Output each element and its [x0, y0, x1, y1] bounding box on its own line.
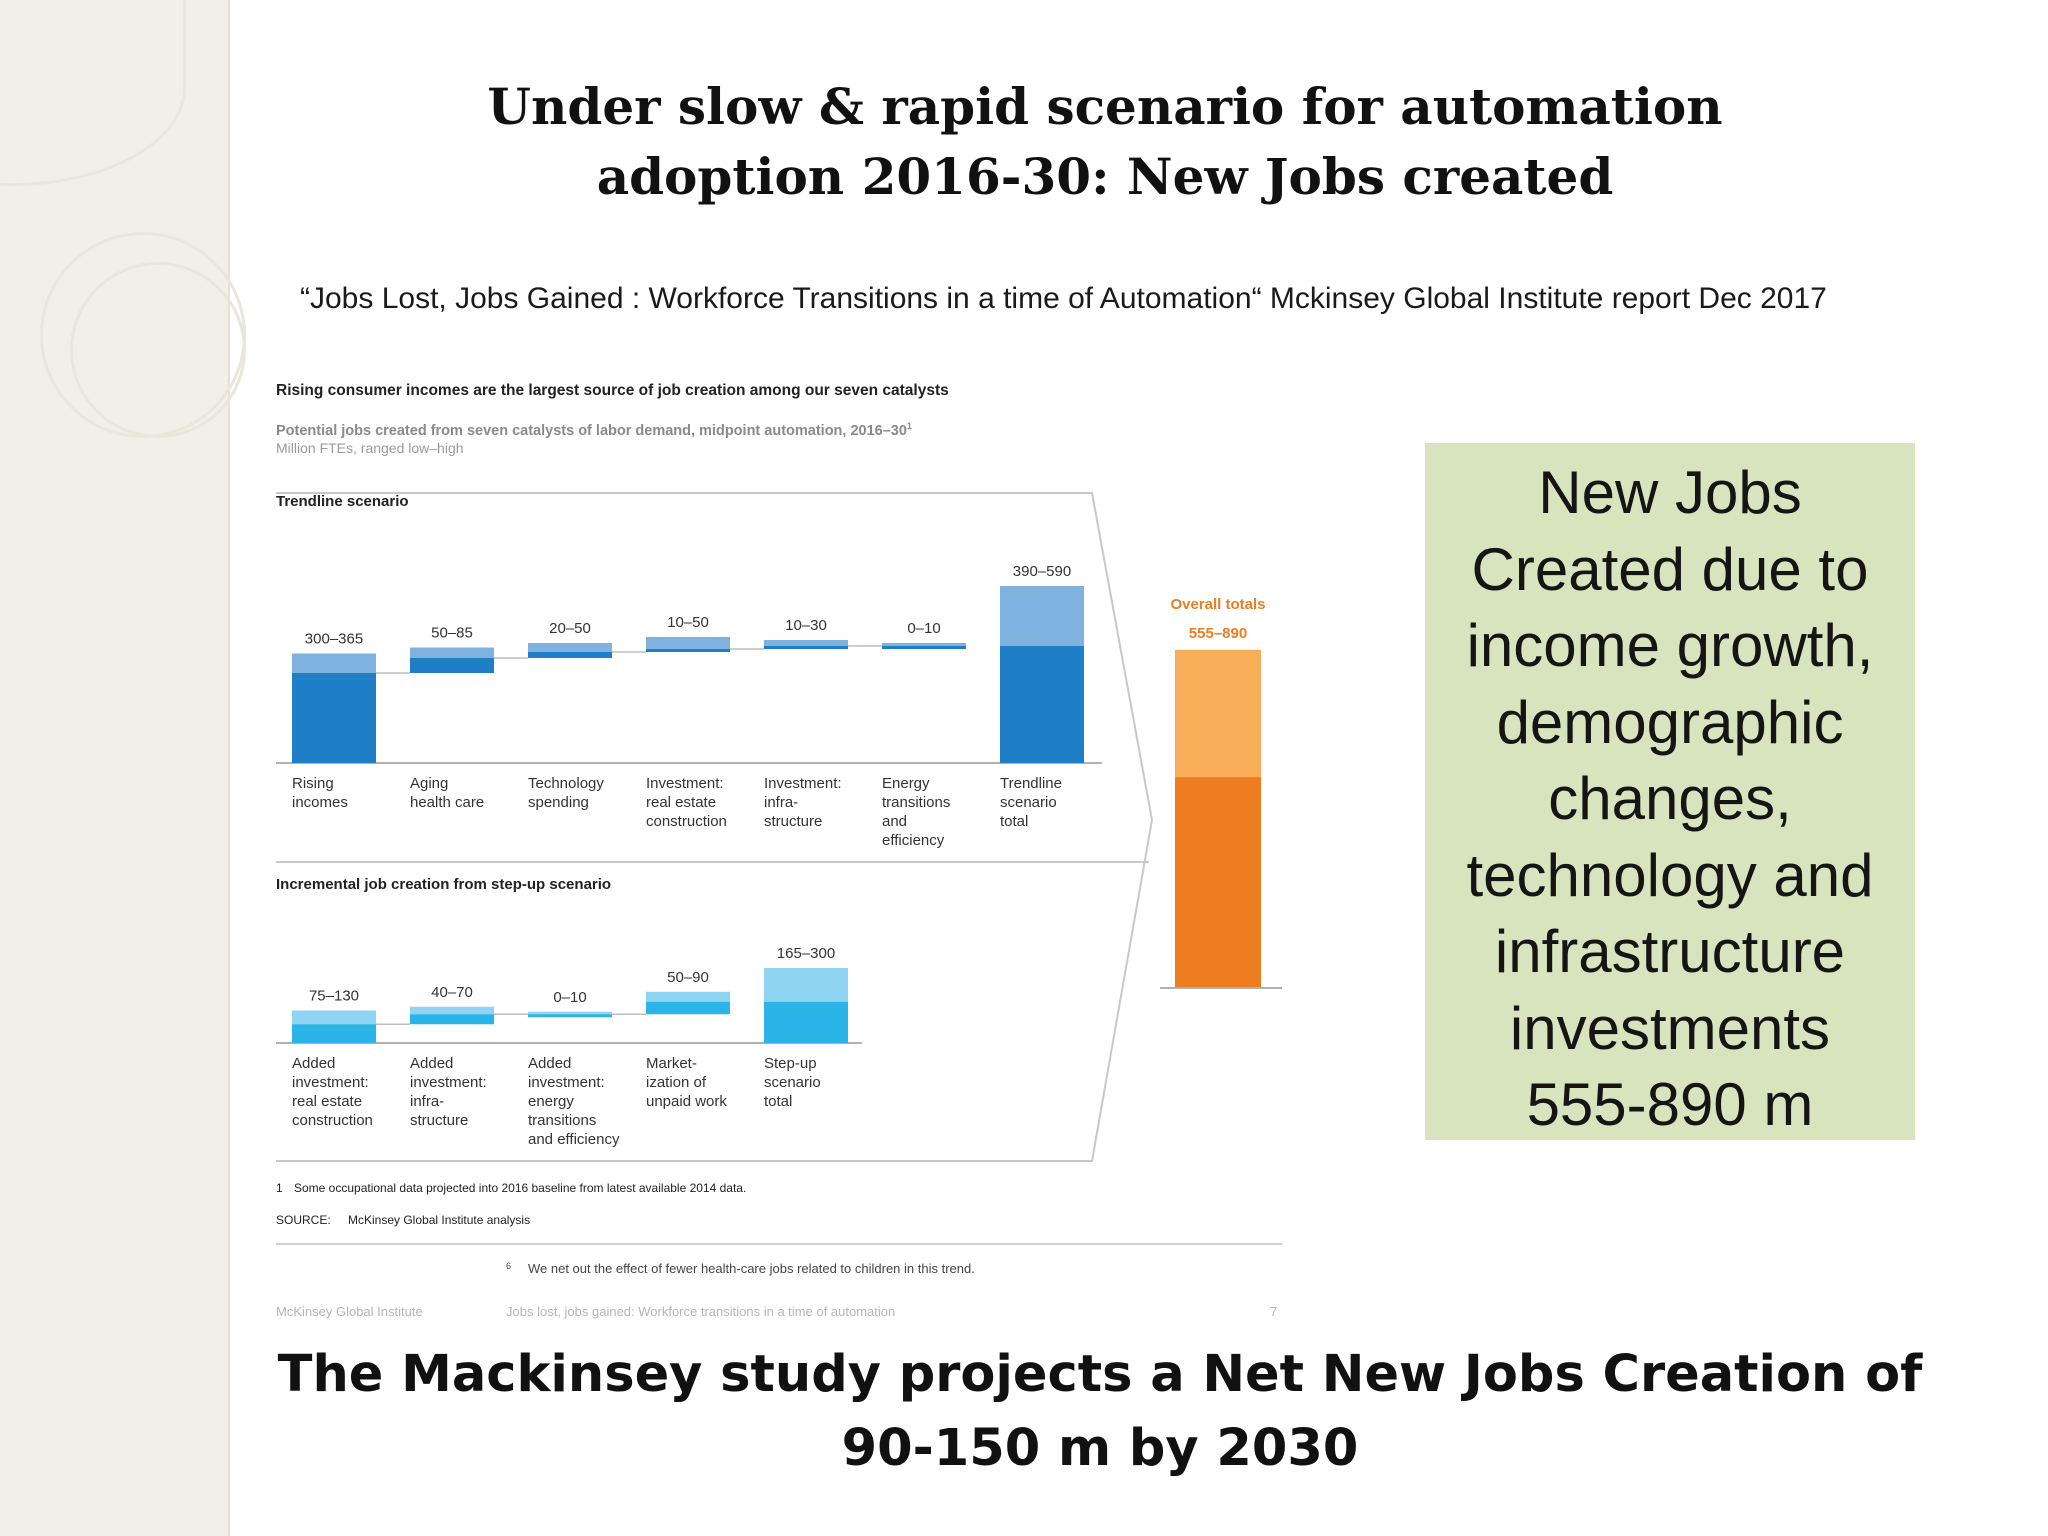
- callout-line-4: demographic: [1496, 688, 1844, 756]
- trendline-bar-3-high-range: [528, 643, 612, 652]
- stepup-bar-3-low: [528, 1014, 612, 1017]
- decorative-sidebar: [0, 0, 230, 1536]
- slide-title-line-1: Under slow & rapid scenario for automation: [487, 77, 1723, 136]
- stepup-bar-5-high-range: [764, 968, 848, 1002]
- callout-line-6: technology and: [1466, 841, 1874, 909]
- callout-line-7: infrastructure: [1494, 918, 1846, 985]
- trendline-bar-6-category-label-line: efficiency: [882, 832, 945, 849]
- stepup-bar-2-category-label: [410, 1055, 487, 1129]
- stepup-bar-4-range-label: 50–90: [667, 968, 709, 986]
- trendline-bar-7-low: [1000, 646, 1084, 763]
- stepup-bar-3-category-label-line: energy: [528, 1093, 574, 1110]
- trendline-bar-2-category-label: [410, 775, 484, 811]
- decorative-circle-inner: [70, 262, 246, 438]
- callout-line-5: changes,: [1548, 765, 1792, 832]
- stepup-bar-5-low: [764, 1002, 848, 1043]
- stepup-bar-1-category-label-line: real estate: [292, 1093, 363, 1110]
- stepup-bars: [292, 945, 848, 1148]
- stepup-bar-5-category-label: [764, 1055, 821, 1110]
- trendline-bar-5-high-range: [764, 640, 848, 646]
- stepup-bar-4-category-label: [646, 1055, 727, 1110]
- trendline-bar-4-category-label-line: construction: [646, 813, 727, 830]
- stepup-bar-1-category-label-line: Added: [292, 1055, 336, 1072]
- trendline-bar-7-range-label: 390–590: [1012, 563, 1072, 580]
- stepup-bar-2-category-label-line: structure: [410, 1112, 469, 1129]
- trendline-bar-1-category-label: [292, 775, 348, 811]
- trendline-bar-7-category-label: [1000, 775, 1062, 830]
- trendline-bar-3-category-label-line: Technology: [528, 775, 604, 792]
- chart-title: Rising consumer incomes are the largest source of job creation among our seven catalysts: [276, 382, 949, 399]
- stepup-bar-1-category-label: [292, 1055, 373, 1129]
- trendline-bar-2-category-label-line: health care: [410, 794, 485, 811]
- trendline-bar-1-high-range: [292, 654, 376, 674]
- callout-line-3: income growth,: [1466, 612, 1874, 679]
- page-footer-left: McKinsey Global Institute: [276, 1304, 423, 1319]
- trendline-bar-5-category-label-line: Investment:: [764, 775, 842, 792]
- trendline-bar-1-low: [292, 673, 376, 763]
- trendline-bar-2-category-label-line: Aging: [410, 775, 449, 792]
- chart-units: Million FTEs, ranged low–high: [276, 440, 464, 456]
- slide-title-line-2: adoption 2016-30: New Jobs created: [596, 147, 1614, 206]
- callout-line-1: New Jobs: [1538, 459, 1802, 526]
- trendline-bar-3-category-label-line: spending: [528, 794, 589, 811]
- chart-subtitle: [276, 421, 912, 439]
- trendline-bar-7-category-label-line: total: [1000, 813, 1029, 830]
- stepup-bar-3-category-label-line: Added: [528, 1055, 572, 1072]
- trendline-bar-4-category-label: [646, 775, 727, 830]
- stepup-bar-2-category-label-line: Added: [410, 1055, 454, 1072]
- trendline-bar-6-category-label-line: and: [882, 813, 908, 830]
- waterfall-chart: [262, 370, 1312, 1330]
- stepup-bar-2-range-label: 40–70: [431, 983, 473, 1001]
- stepup-bar-1-category-label-line: construction: [292, 1112, 373, 1129]
- trendline-bar-6-range-label: 0–10: [907, 620, 941, 637]
- stepup-bar-4-category-label-line: ization of: [646, 1074, 707, 1091]
- stepup-bar-5-category-label-line: scenario: [764, 1074, 821, 1091]
- trendline-bars: [292, 563, 1084, 849]
- decorative-circle-top: [0, 0, 186, 186]
- stepup-bar-3-category-label-line: transitions: [528, 1112, 597, 1129]
- trendline-bar-6-category-label: [882, 775, 950, 849]
- conclusion-line-1: The Mackinsey study projects a Net New Jobs Creation of: [277, 1345, 1923, 1404]
- trendline-bar-2-range-label: 50–85: [431, 624, 473, 642]
- trendline-bar-3-range-label: 20–50: [549, 620, 591, 637]
- trendline-bar-5-category-label-line: infra-: [764, 794, 799, 811]
- trendline-bar-1-range-label: 300–365: [304, 630, 364, 648]
- new-jobs-callout: [1425, 443, 1915, 1140]
- trendline-bar-7-high-range: [1000, 586, 1084, 646]
- overall-totals-high-range: [1175, 650, 1261, 777]
- trendline-bar-2-high-range: [410, 648, 494, 659]
- stepup-bar-3-category-label: [528, 1055, 620, 1148]
- footnote-1-number: 1: [276, 1181, 283, 1195]
- stepup-bar-5-category-label-line: total: [764, 1093, 793, 1110]
- overall-totals-group: [1160, 596, 1282, 988]
- stepup-heading: Incremental job creation from step-up scenario: [276, 876, 612, 893]
- conclusion-text: [250, 1338, 1950, 1486]
- stepup-bar-2-low: [410, 1014, 494, 1024]
- footnote-6: We net out the effect of fewer health-care jobs related to children in this trend.: [528, 1261, 975, 1276]
- trendline-bar-5-range-label: 10–30: [785, 617, 827, 634]
- stepup-bar-2-category-label-line: infra-: [410, 1093, 445, 1110]
- trendline-bar-2-low: [410, 658, 494, 673]
- trendline-bar-4-low: [646, 649, 730, 652]
- trendline-heading: Trendline scenario: [276, 493, 409, 510]
- trendline-bar-4-range-label: 10–50: [667, 614, 709, 631]
- source-label: SOURCE:: [276, 1213, 331, 1227]
- stepup-bar-5-category-label-line: Step-up: [764, 1055, 817, 1072]
- stepup-bar-1-low: [292, 1024, 376, 1043]
- callout-line-2: Created due to: [1471, 535, 1869, 603]
- conclusion-line-2: 90-150 m by 2030: [841, 1419, 1359, 1478]
- trendline-bar-6-high-range: [882, 643, 966, 646]
- page-footer-center: Jobs lost, jobs gained: Workforce transitions in a time of automation: [506, 1304, 896, 1319]
- trendline-bar-7-category-label-line: scenario: [1000, 794, 1057, 811]
- trendline-bar-6-category-label-line: transitions: [882, 794, 951, 811]
- stepup-bar-4-category-label-line: Market-: [646, 1055, 697, 1072]
- trendline-bar-4-category-label-line: Investment:: [646, 775, 724, 792]
- stepup-bar-3-category-label-line: and efficiency: [528, 1131, 620, 1148]
- stepup-bar-1-category-label-line: investment:: [292, 1074, 369, 1091]
- source-text: McKinsey Global Institute analysis: [348, 1213, 531, 1227]
- stepup-bar-4-category-label-line: unpaid work: [646, 1093, 727, 1110]
- stepup-bar-3-category-label-line: investment:: [528, 1074, 605, 1091]
- trendline-bar-1-category-label-line: incomes: [292, 794, 348, 811]
- stepup-bar-1-high-range: [292, 1011, 376, 1025]
- trendline-bar-7-category-label-line: Trendline: [1000, 775, 1062, 792]
- slide-title: [330, 72, 1880, 212]
- trendline-bar-4-category-label-line: real estate: [646, 794, 717, 811]
- stepup-bar-3-high-range: [528, 1012, 612, 1015]
- stepup-bar-4-high-range: [646, 992, 730, 1002]
- callout-line-9: 555-890 m: [1526, 1071, 1814, 1138]
- trendline-bar-4-high-range: [646, 637, 730, 649]
- chart-subtitle-text: Potential jobs created from seven catalysts of labor demand, midpoint automation, 2016–30: [276, 423, 907, 439]
- chart-subtitle-superscript: 1: [906, 421, 912, 431]
- trendline-bar-5-category-label: [764, 775, 842, 830]
- trendline-bar-6-low: [882, 646, 966, 649]
- callout-line-8: investments: [1509, 994, 1831, 1062]
- stepup-bar-3-range-label: 0–10: [553, 988, 587, 1006]
- trendline-bar-3-category-label: [528, 775, 604, 811]
- trendline-bar-5-low: [764, 646, 848, 649]
- trendline-bar-3-low: [528, 652, 612, 658]
- stepup-bar-4-low: [646, 1002, 730, 1015]
- footnote-6-number: 6: [506, 1261, 512, 1271]
- trendline-bar-6-category-label-line: Energy: [882, 775, 930, 792]
- overall-totals-label: Overall totals: [1170, 596, 1266, 613]
- stepup-bar-2-category-label-line: investment:: [410, 1074, 487, 1091]
- stepup-bar-5-range-label: 165–300: [776, 945, 836, 962]
- footnote-1: Some occupational data projected into 2016 baseline from latest available 2014 data.: [294, 1181, 747, 1195]
- report-citation: “Jobs Lost, Jobs Gained : Workforce Transitions in a time of Automation“ Mckinsey Global Institute report Dec 2017: [300, 282, 1827, 315]
- trendline-bar-1-category-label-line: Rising: [292, 775, 334, 792]
- stepup-bar-1-range-label: 75–130: [308, 987, 360, 1005]
- trendline-bar-5-category-label-line: structure: [764, 813, 823, 830]
- stepup-bar-2-high-range: [410, 1007, 494, 1015]
- overall-totals-low: [1175, 777, 1261, 988]
- overall-totals-range-label: 555–890: [1188, 625, 1248, 642]
- page-footer-number: 7: [1270, 1304, 1278, 1319]
